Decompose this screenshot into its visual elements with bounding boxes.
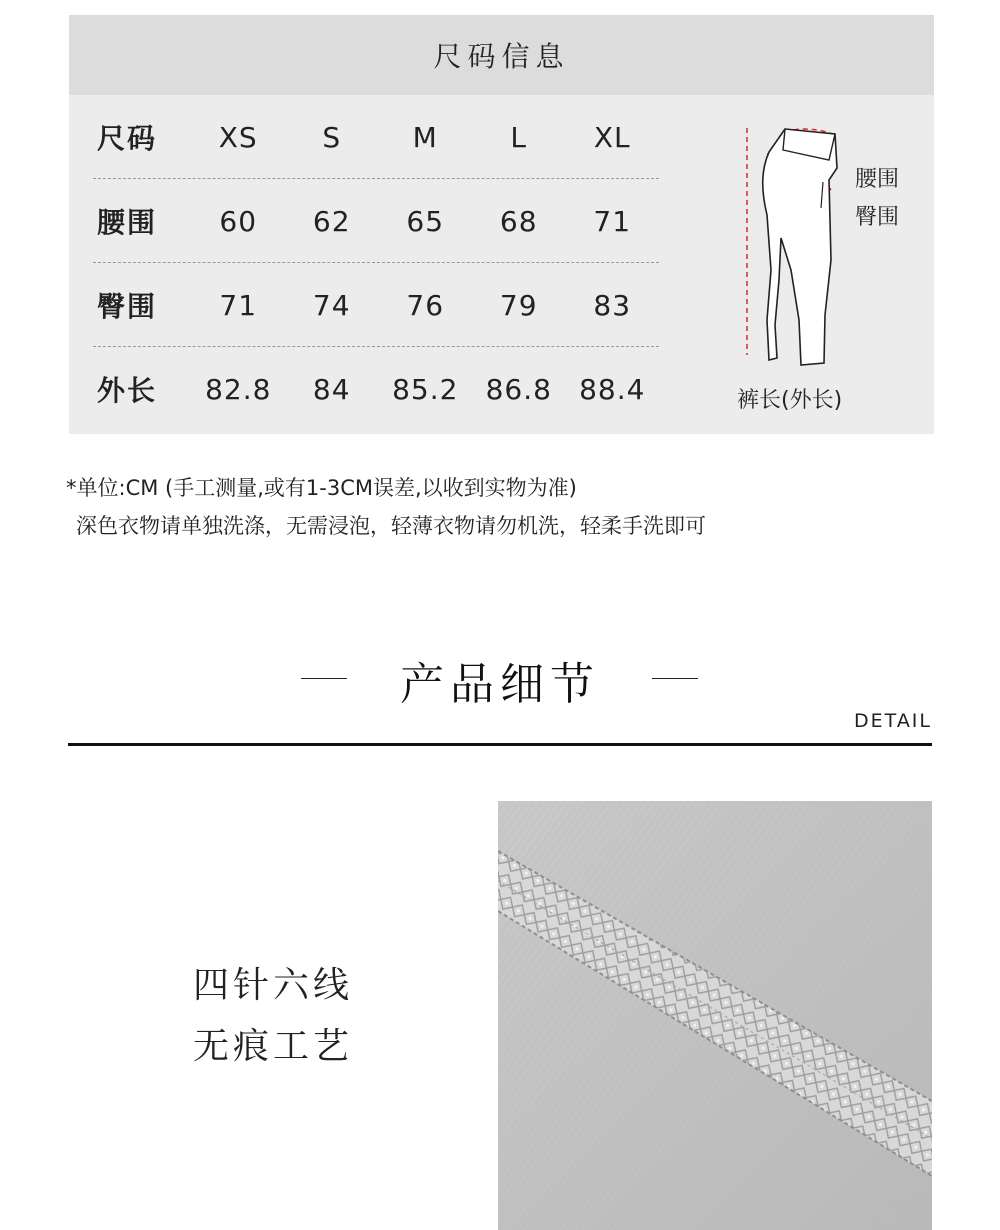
size-table-header-row [93,95,659,179]
measurement-diagram [733,120,923,420]
table-cell: 65 [406,204,445,238]
detail-title-block [0,648,1000,708]
table-cell: 71 [219,288,258,322]
size-info-card [69,15,934,434]
size-row-hip [93,263,659,347]
diagram-waist-label: 腰围 [855,167,900,192]
size-col-xl: XL [593,120,631,154]
leggings-measurement-icon [733,120,853,370]
size-header-label: 尺码 [97,122,158,155]
feature-line-2: 无痕工艺 [193,1026,354,1067]
table-cell: 76 [406,288,445,322]
table-cell: 86.8 [485,372,552,406]
size-row-waist [93,179,659,263]
size-table [93,95,659,431]
row-label-hip: 臀围 [97,290,158,323]
size-col-m: M [412,120,438,154]
table-cell: 85.2 [392,372,459,406]
table-cell: 84 [312,372,351,406]
four-needle-six-thread-seam-photo [498,801,932,1230]
title-divider [68,743,932,746]
row-label-waist: 腰围 [97,206,158,239]
diagram-length-label: 裤长(外长) [737,388,843,413]
care-note: 深色衣物请单独洗涤，无需浸泡，轻薄衣物请勿机洗，轻柔手洗即可 [76,514,706,538]
seam-detail-photo [498,801,932,1230]
table-cell: 71 [593,204,632,238]
table-cell: 60 [219,204,258,238]
size-row-length [93,347,659,431]
size-info-title: 尺码信息 [69,15,934,95]
diagram-hip-label: 臀围 [855,205,900,230]
unit-note: *单位:CM (手工测量,或有1-3CM误差,以收到实物为准) [66,476,577,500]
detail-section-title: 产品细节 [400,659,600,710]
table-cell: 83 [593,288,632,322]
row-label-length: 外长 [97,374,158,407]
size-col-l: L [510,120,528,154]
title-right-dash [652,678,698,679]
feature-caption [193,955,353,1077]
table-cell: 62 [312,204,351,238]
size-col-xs: XS [218,120,258,154]
feature-line-1: 四针六线 [193,965,354,1006]
table-cell: 74 [312,288,351,322]
size-col-s: S [322,120,342,154]
table-cell: 68 [499,204,538,238]
table-cell: 79 [499,288,538,322]
table-cell: 82.8 [205,372,272,406]
table-cell: 88.4 [579,372,646,406]
detail-section-subtitle: DETAIL [854,710,932,732]
